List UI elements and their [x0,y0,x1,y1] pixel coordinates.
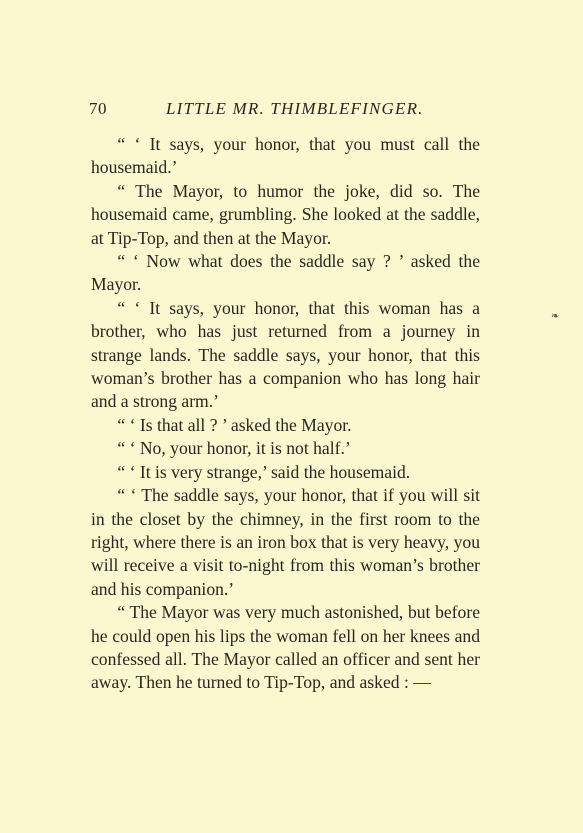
page-body [91,133,480,695]
paragraph: “ ‘ It says, your honor, that you must call the housemaid.’ [91,134,480,178]
page-number: 70 [89,99,107,118]
running-header [89,99,489,123]
paragraph: “ ‘ The saddle says, your honor, that if you will sit in the closet by the chimney, in the first room to the right, where there is an iron box that is very heavy, you will receive a visit to-night from this woman’s brother and his companion.’ [91,485,480,599]
paragraph: “ ‘ No, your honor, it is not half.’ [117,438,351,459]
paragraph: “ ‘ It says, your honor, that this woman has a brother, who has just returned from a journey in strange lands. The saddle says, your honor, that this woman’s brother has a companion who has long hair and a strong arm.’ [91,297,480,412]
paragraph: “ ‘ It is very strange,’ said the housemaid. [117,461,411,482]
running-title: LITTLE MR. THIMBLEFINGER. [166,99,424,118]
paragraph: “ ‘ Is that all ? ’ asked the Mayor. [117,414,352,435]
paragraph: “ The Mayor, to humor the joke, did so. The housemaid came, grumbling. She looked at the saddle, at Tip-Top, and then at the Mayor. [91,180,480,248]
margin-blot-icon: ❧ [551,311,560,322]
paragraph: “ The Mayor was very much astonished, but before he could open his lips the woman fell on her knees and confessed all. The Mayor called an officer and sent her away. Then he turned to Tip-Top, and asked : — [91,602,480,693]
paragraph: “ ‘ Now what does the saddle say ? ’ asked the Mayor. [91,251,480,295]
